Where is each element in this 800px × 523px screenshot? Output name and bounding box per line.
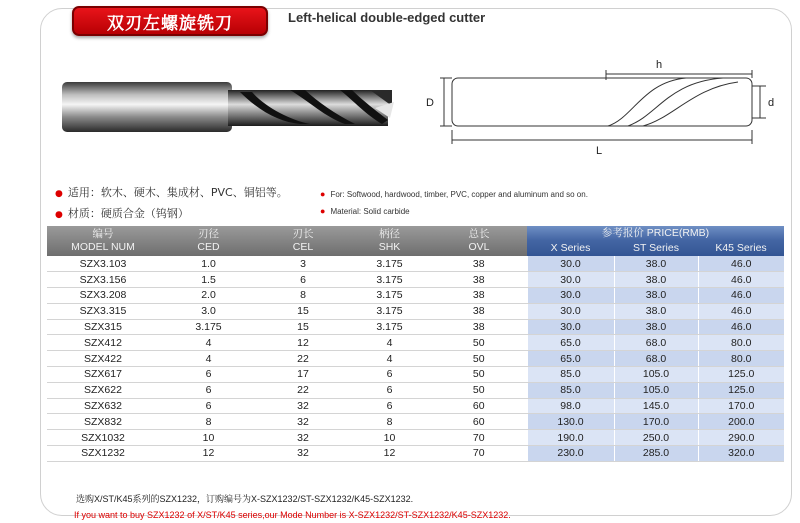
price-cell: 68.0 [614, 351, 698, 367]
price-cell: 46.0 [698, 256, 784, 272]
cutter-photo [60, 72, 400, 152]
table-row [47, 430, 784, 446]
table-row [47, 272, 784, 288]
table-row [47, 367, 784, 383]
price-cell: 85.0 [527, 382, 614, 398]
table-cell: 8 [159, 414, 258, 430]
table-row [47, 414, 784, 430]
price-cell: 65.0 [527, 335, 614, 351]
table-cell: 15 [258, 319, 348, 335]
price-cell: 105.0 [614, 367, 698, 383]
bullet-icon: ● [320, 189, 326, 199]
table-cell: 3.175 [348, 256, 431, 272]
table-cell: 22 [258, 351, 348, 367]
order-note-en: If you want to buy SZX1232 of X/ST/K45 series,our Mode Number is X-SZX1232/ST-SZX1232/K45-SZX1232. [74, 510, 511, 520]
table-row [47, 288, 784, 304]
price-cell: 105.0 [614, 382, 698, 398]
table-cell: 1.0 [159, 256, 258, 272]
table-cell: 6 [159, 382, 258, 398]
table-cell: 60 [431, 414, 527, 430]
price-cell: 38.0 [614, 288, 698, 304]
table-cell: 50 [431, 367, 527, 383]
table-cell: 6 [348, 382, 431, 398]
table-row [47, 335, 784, 351]
price-cell: 98.0 [527, 398, 614, 414]
table-cell: 3.0 [159, 303, 258, 319]
table-cell: SZX832 [47, 414, 159, 430]
table-row [47, 446, 784, 462]
price-cell: 38.0 [614, 303, 698, 319]
price-cell: 80.0 [698, 351, 784, 367]
table-cell: 6 [348, 367, 431, 383]
table-cell: 3.175 [348, 272, 431, 288]
table-cell: 17 [258, 367, 348, 383]
table-cell: 1.5 [159, 272, 258, 288]
col-ovl: 总长 OVL [431, 226, 527, 256]
cn-title-badge: 双刃左螺旋铣刀 [72, 6, 268, 36]
price-cell: 38.0 [614, 256, 698, 272]
table-cell: 8 [348, 414, 431, 430]
table-row [47, 303, 784, 319]
label-h: h [656, 60, 663, 71]
price-cell: 125.0 [698, 382, 784, 398]
price-cell: 200.0 [698, 414, 784, 430]
en-title: Left-helical double-edged cutter [288, 10, 486, 25]
table-cell: 60 [431, 398, 527, 414]
table-cell: 38 [431, 303, 527, 319]
table-cell: 4 [159, 351, 258, 367]
col-price: 参考报价 PRICE(RMB) [527, 226, 784, 240]
table-cell: 3.175 [348, 319, 431, 335]
price-cell: 85.0 [527, 367, 614, 383]
table-cell: 10 [159, 430, 258, 446]
table-cell: SZX1032 [47, 430, 159, 446]
price-cell: 30.0 [527, 288, 614, 304]
table-cell: SZX315 [47, 319, 159, 335]
table-cell: 12 [159, 446, 258, 462]
bullet-icon: ● [320, 206, 326, 216]
price-cell: 320.0 [698, 446, 784, 462]
table-cell: 3.175 [348, 303, 431, 319]
features-cn [55, 183, 288, 225]
table-cell: SZX422 [47, 351, 159, 367]
table-cell: 32 [258, 430, 348, 446]
price-cell: 46.0 [698, 319, 784, 335]
table-cell: 32 [258, 446, 348, 462]
price-cell: 46.0 [698, 272, 784, 288]
table-row [47, 256, 784, 272]
table-cell: 8 [258, 288, 348, 304]
price-cell: 125.0 [698, 367, 784, 383]
cutter-schematic [418, 60, 778, 160]
table-cell: 38 [431, 272, 527, 288]
table-cell: 10 [348, 430, 431, 446]
table-cell: 50 [431, 351, 527, 367]
table-cell: SZX3.208 [47, 288, 159, 304]
table-cell: 2.0 [159, 288, 258, 304]
table-cell: 50 [431, 382, 527, 398]
table-cell: SZX412 [47, 335, 159, 351]
label-d: d [768, 97, 775, 109]
price-cell: 80.0 [698, 335, 784, 351]
bullet-icon: ● [55, 210, 63, 220]
price-cell: 230.0 [527, 446, 614, 462]
table-cell: 6 [159, 367, 258, 383]
table-cell: SZX3.315 [47, 303, 159, 319]
col-ced: 刃径 CED [159, 226, 258, 256]
price-cell: 290.0 [698, 430, 784, 446]
table-cell: 6 [348, 398, 431, 414]
price-cell: 285.0 [614, 446, 698, 462]
label-D: D [426, 97, 434, 109]
table-cell: 70 [431, 446, 527, 462]
table-row [47, 382, 784, 398]
col-cel: 刃长 CEL [258, 226, 348, 256]
col-st-series: ST Series [614, 240, 698, 256]
table-row [47, 319, 784, 335]
table-cell: 32 [258, 414, 348, 430]
col-x-series: X Series [527, 240, 614, 256]
table-cell: 12 [348, 446, 431, 462]
table-cell: SZX3.156 [47, 272, 159, 288]
feature-cn-item: ● 材质：硬质合金（钨钢） [55, 207, 189, 220]
table-cell: 22 [258, 382, 348, 398]
table-cell: 3.175 [159, 319, 258, 335]
table-cell: 6 [159, 398, 258, 414]
table-cell: 4 [159, 335, 258, 351]
price-cell: 38.0 [614, 272, 698, 288]
table-cell: SZX3.103 [47, 256, 159, 272]
table-row [47, 398, 784, 414]
price-cell: 38.0 [614, 319, 698, 335]
table-cell: SZX622 [47, 382, 159, 398]
table-cell: 15 [258, 303, 348, 319]
price-cell: 65.0 [527, 351, 614, 367]
label-L: L [596, 145, 603, 157]
price-cell: 46.0 [698, 288, 784, 304]
col-shk: 柄径 SHK [348, 226, 431, 256]
table-cell: 3 [258, 256, 348, 272]
table-cell: 3.175 [348, 288, 431, 304]
price-cell: 30.0 [527, 303, 614, 319]
price-cell: 170.0 [698, 398, 784, 414]
bullet-icon: ● [55, 189, 63, 199]
price-cell: 30.0 [527, 319, 614, 335]
features-en [320, 186, 588, 220]
price-cell: 145.0 [614, 398, 698, 414]
table-cell: 32 [258, 398, 348, 414]
price-cell: 46.0 [698, 303, 784, 319]
price-cell: 130.0 [527, 414, 614, 430]
feature-cn-item: ● 适用：软木、硬木、集成材、PVC、铜铝等。 [55, 186, 288, 199]
price-cell: 170.0 [614, 414, 698, 430]
price-cell: 68.0 [614, 335, 698, 351]
feature-en-item: ● For: Softwood, hardwood, timber, PVC, copper and aluminum and so on. [320, 189, 588, 199]
table-cell: 50 [431, 335, 527, 351]
feature-en-item: ● Material: Solid carbide [320, 206, 410, 216]
col-model: 编号 MODEL NUM [47, 226, 159, 256]
price-cell: 250.0 [614, 430, 698, 446]
price-cell: 190.0 [527, 430, 614, 446]
table-cell: 38 [431, 256, 527, 272]
spec-table [47, 226, 784, 462]
table-cell: 38 [431, 288, 527, 304]
table-cell: 6 [258, 272, 348, 288]
order-note-cn: 选购X/ST/K45系列的SZX1232，订购编号为X-SZX1232/ST-SZX1232/K45-SZX1232. [76, 494, 414, 504]
table-cell: 4 [348, 335, 431, 351]
table-cell: SZX617 [47, 367, 159, 383]
table-cell: 38 [431, 319, 527, 335]
table-cell: 4 [348, 351, 431, 367]
table-row [47, 351, 784, 367]
price-cell: 30.0 [527, 272, 614, 288]
price-cell: 30.0 [527, 256, 614, 272]
table-cell: 70 [431, 430, 527, 446]
table-cell: 12 [258, 335, 348, 351]
col-k45-series: K45 Series [698, 240, 784, 256]
table-cell: SZX1232 [47, 446, 159, 462]
table-cell: SZX632 [47, 398, 159, 414]
